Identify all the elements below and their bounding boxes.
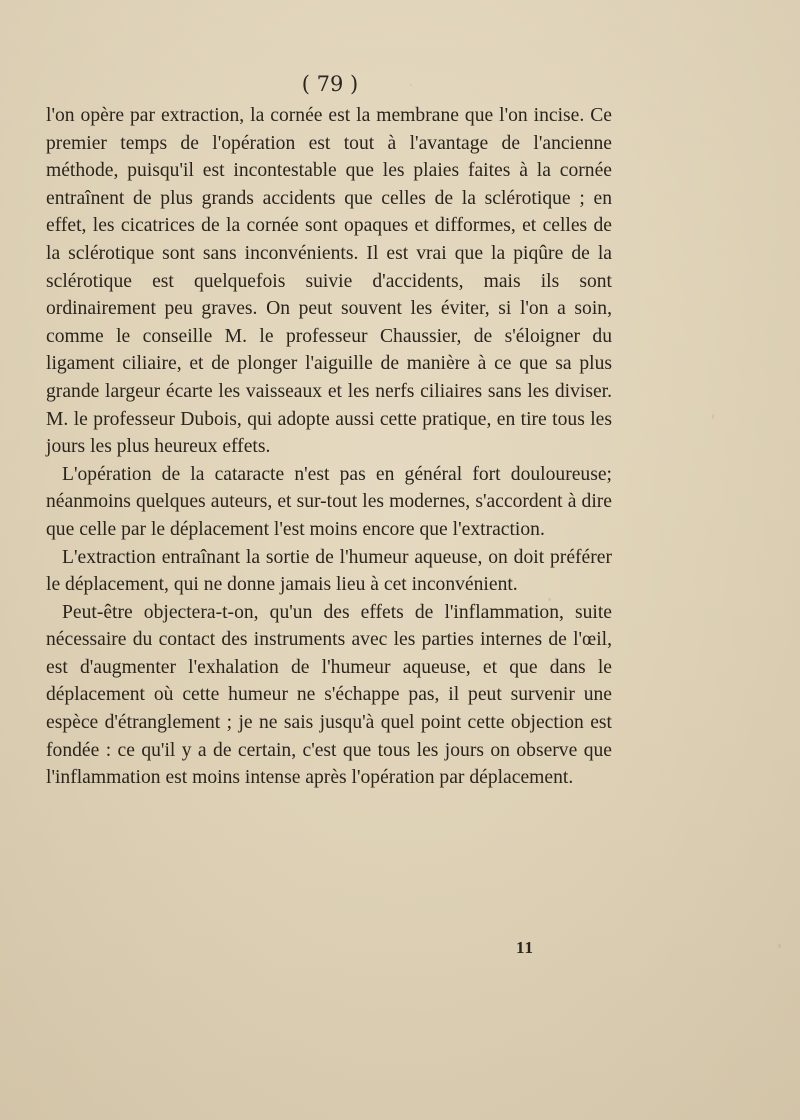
paper-speck (712, 414, 714, 419)
page-number: ( 79 ) (301, 72, 359, 96)
signature-mark: 11 (516, 938, 535, 957)
paragraph: Peut-être objectera-t-on, qu'un des effets de l'inflammation, suite nécessaire du contact des instruments avec les parties internes de l'œil, est d'augmenter l'exhalation de l'humeur aqueuse, et que dans le déplacement où cette humeur ne s'échappe pas, il peut survenir une espèce d'étranglement ; je ne sais jusqu'à quel point cette objection est fondée : ce qu'il y a de certain, c'est que tous les jours on observe que l'inflammation est moins intense après l'opération par déplacement. (46, 601, 612, 789)
paragraph: L'extraction entraînant la sortie de l'humeur aqueuse, on doit préférer le déplacement, qui ne donne jamais lieu à cet inconvénient. (46, 546, 612, 596)
paragraph: l'on opère par extraction, la cornée est la membrane que l'on incise. Ce premier temps de l'opération est tout à l'avantage de l'ancienne méthode, puisqu'il est incontestable que les plaies faites à la cornée entraînent de plus grands accidents que celles de la sclérotique ; en effet, les cicatrices de la cornée sont opaques et difformes, et celles de la sclérotique sont sans inconvénients. Il est vrai que la piqûre de la sclérotique est quelquefois suivie d'accidents, mais ils sont ordinairement peu graves. On peut souvent les éviter, si l'on a soin, comme le conseille M. le professeur Chaussier, de s'éloigner du ligament ciliaire, et de plonger l'aiguille de manière à ce que sa plus grande largeur écarte les vaisseaux et les nerfs ciliaires sans les diviser. M. le professeur Dubois, qui adopte aussi cette pratique, en tire tous les jours les plus heureux effets. (46, 105, 612, 458)
paper-speck (778, 944, 781, 948)
paragraph: L'opération de la cataracte n'est pas en général fort douloureuse; néanmoins quelques auteurs, et sur-tout les modernes, s'accordent à dire que celle par le déplacement l'est moins encore que l'extraction. (46, 463, 612, 540)
body-text (46, 102, 612, 792)
